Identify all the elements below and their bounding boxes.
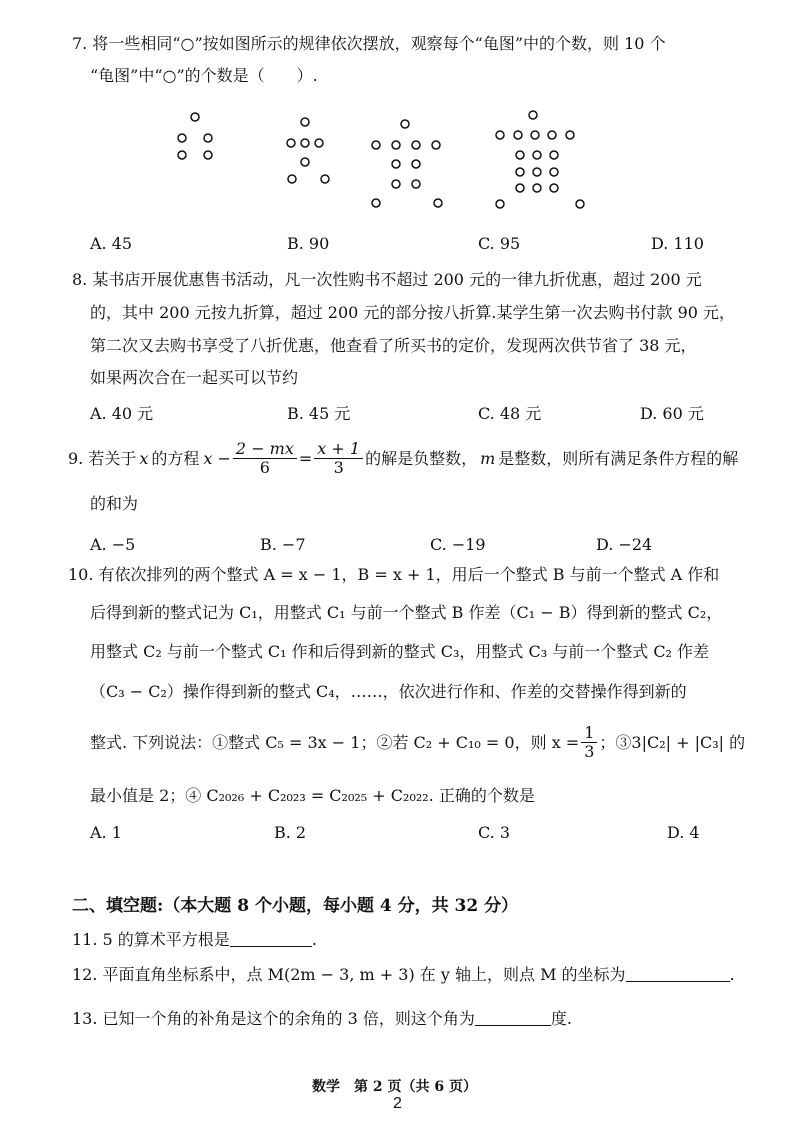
turtle-figure-2 [287, 118, 329, 183]
q10-option-c[interactable]: C. 3 [478, 823, 511, 842]
q9-fraction-1-numerator: 2 − mx [233, 440, 297, 459]
q9-option-b[interactable]: B. −7 [260, 535, 306, 554]
page-number: 2 [393, 1095, 402, 1112]
q9-fraction-1-denominator: 6 [259, 458, 270, 477]
q9-var-m: m [480, 448, 496, 468]
footer-running-title: 数学 第 2 页（共 6 页） [312, 1079, 477, 1095]
q10-line-6: 最小值是 2；④ C₂₀₂₆ + C₂₀₂₃ = C₂₀₂₅ + C₂₀₂₂. 正确的个数是 [90, 786, 535, 805]
q10-line-5-part-b: ；③3|C₂| + |C₃| 的 [599, 732, 746, 752]
q13-answer-blank[interactable] [475, 1009, 551, 1026]
q10-option-a[interactable]: A. 1 [90, 823, 122, 842]
q9-lhs: x − [203, 448, 231, 468]
q8-option-c[interactable]: C. 48 元 [478, 404, 542, 423]
q9-option-a[interactable]: A. −5 [90, 535, 136, 554]
q9-post: 的解是负整数， [365, 448, 478, 468]
q10-fraction [581, 724, 597, 761]
q7-option-a[interactable]: A. 45 [90, 234, 133, 253]
q9-fraction-2 [314, 440, 363, 477]
q10-option-d[interactable]: D. 4 [667, 823, 700, 842]
q9-fraction-2-numerator: x + 1 [314, 440, 363, 459]
q12-answer-blank[interactable] [626, 965, 730, 982]
turtle-figure-3 [372, 120, 442, 207]
q7-option-b[interactable]: B. 90 [287, 234, 330, 253]
q8-line-3: 第二次又去购书享受了八折优惠，他查看了所买书的定价，发现两次供节省了 38 元， [90, 336, 697, 355]
q10-line-3: 用整式 C₂ 与前一个整式 C₁ 作和后得到新的整式 C₃，用整式 C₃ 与前一个整式 C₂ 作差 [90, 642, 710, 661]
q11-text: 11. 5 的算术平方根是 [72, 930, 230, 949]
q9-mid: 的方程 [151, 448, 200, 468]
q7-line-1: 7. 将一些相同“○”按如图所示的规律依次摆放，观察每个“龟图”中的个数，则 10 个 [72, 34, 666, 53]
q9-var-x: x [139, 448, 149, 468]
section-2-heading: 二、填空题:（本大题 8 个小题，每小题 4 分，共 32 分） [72, 896, 519, 916]
q10-line-5-part-a: 整式. 下列说法：①整式 C₅ = 3x − 1；②若 C₂ + C₁₀ = 0，则 x = [90, 732, 580, 752]
q9-line-1 [68, 440, 738, 477]
turtle-figures [160, 105, 600, 215]
q13-text: 13. 已知一个角的补角是这个的余角的 3 倍，则这个角为 [72, 1009, 475, 1028]
q10-fraction-denominator: 3 [584, 742, 595, 761]
q12-text: 12. 平面直角坐标系中，点 M(2m − 3, m + 3) 在 y 轴上，则点 M 的坐标为 [72, 965, 626, 984]
q8-option-a[interactable]: A. 40 元 [90, 404, 154, 423]
turtle-figure-4 [496, 111, 584, 208]
turtle-figure-1 [178, 113, 212, 159]
q12-end: . [729, 965, 735, 984]
q9-equals: = [298, 448, 313, 468]
q9-fraction-1 [233, 440, 297, 477]
q10-line-4: （C₃ − C₂）操作得到新的整式 C₄，……，依次进行作和、作差的交替操作得到新的 [90, 682, 687, 701]
q9-fraction-2-denominator: 3 [333, 458, 344, 477]
q8-option-d[interactable]: D. 60 元 [640, 404, 704, 423]
q8-line-4: 如果两次合在一起买可以节约 [90, 368, 299, 387]
q8-line-2: 的，其中 200 元按九折算，超过 200 元的部分按八折算.某学生第一次去购书付款 90 元， [90, 303, 736, 322]
q13-end: 度. [550, 1009, 572, 1028]
q9-option-d[interactable]: D. −24 [596, 535, 653, 554]
q11-end: . [311, 930, 317, 949]
q10-line-1: 10. 有依次排列的两个整式 A = x − 1，B = x + 1，用后一个整式 B 与前一个整式 A 作和 [68, 565, 720, 584]
q10-line-2: 后得到新的整式记为 C₁，用整式 C₁ 与前一个整式 B 作差（C₁ − B）得到新的整式 C₂， [90, 603, 723, 622]
q9-pre: 9. 若关于 [68, 448, 137, 468]
q9-post-2: 是整数，则所有满足条件方程的解 [498, 448, 739, 468]
q8-option-b[interactable]: B. 45 元 [287, 404, 351, 423]
q9-option-c[interactable]: C. −19 [430, 535, 486, 554]
q7-option-d[interactable]: D. 110 [651, 234, 704, 253]
q10-line-5 [90, 724, 745, 761]
q11 [72, 930, 317, 950]
q7-option-c[interactable]: C. 95 [478, 234, 521, 253]
q10-option-b[interactable]: B. 2 [274, 823, 307, 842]
q7-line-2: “龟图”中“○”的个数是（ ）. [90, 66, 318, 85]
turtle-figures-svg [160, 105, 600, 215]
q12 [72, 965, 735, 985]
q13 [72, 1009, 572, 1029]
q11-answer-blank[interactable] [230, 930, 312, 947]
q9-line-2: 的和为 [90, 494, 139, 513]
q10-fraction-numerator: 1 [581, 724, 597, 743]
q8-line-1: 8. 某书店开展优惠售书活动，凡一次性购书不超过 200 元的一律九折优惠，超过 200 元 [72, 270, 702, 289]
